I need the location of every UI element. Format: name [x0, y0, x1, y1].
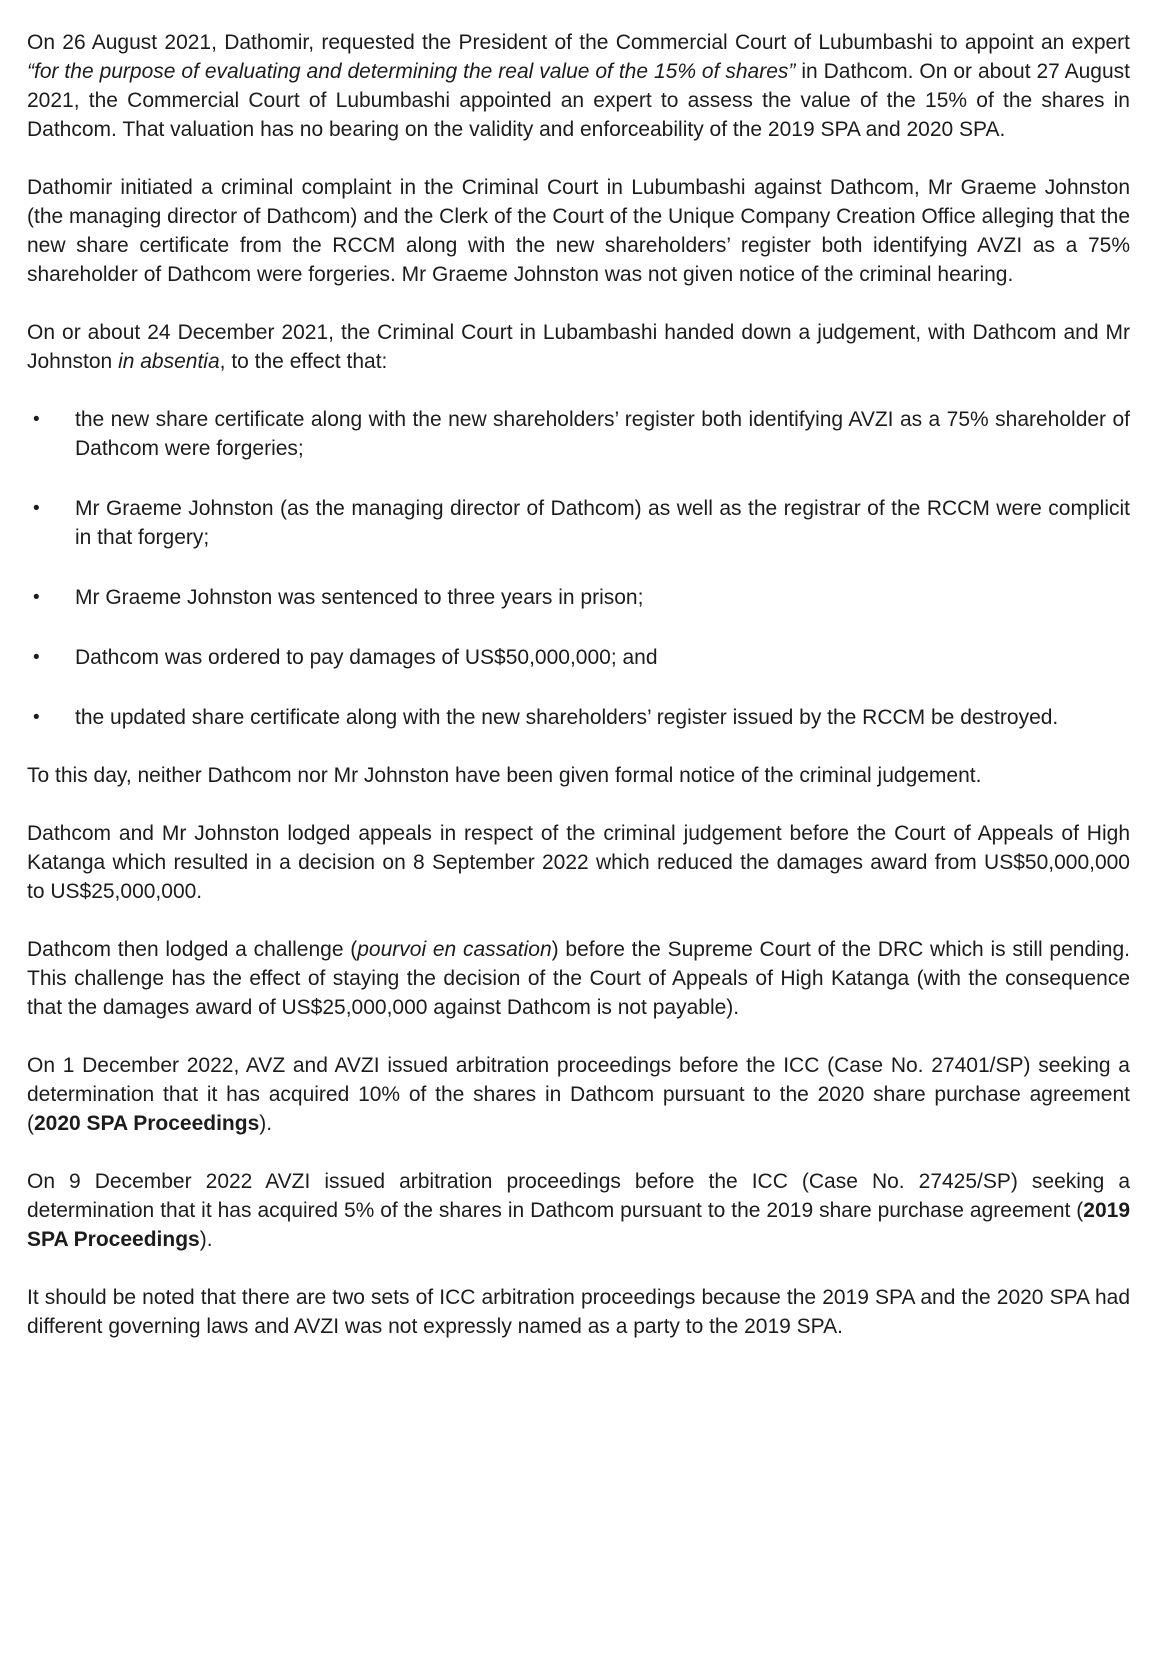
text-run: , to the effect that: [219, 350, 388, 373]
text-run: the updated share certificate along with the new shareholders’ register issued by the RCCM be destroyed. [75, 706, 1059, 729]
paragraph [27, 761, 1130, 790]
text-run: “for the purpose of evaluating and determining the real value of the 15% of shares” [27, 60, 796, 83]
text-run: 2019 SPA Proceedings [27, 1199, 1130, 1251]
text-run: On 9 December 2022 AVZI issued arbitration proceedings before the ICC (Case No. 27425/SP) seeking a determination that it has acquired 5% of the shares in Dathcom pursuant to the 2019 share purchase agreement ( [27, 1170, 1130, 1222]
text-run: Mr Graeme Johnston was sentenced to three years in prison; [75, 586, 644, 609]
paragraph [27, 1051, 1130, 1138]
bullet-item [27, 405, 1130, 463]
paragraph [27, 1283, 1130, 1341]
bullet-item [27, 583, 1130, 612]
text-run: Mr Graeme Johnston (as the managing director of Dathcom) as well as the registrar of the RCCM were complicit in that forgery; [75, 497, 1130, 549]
paragraph [27, 1167, 1130, 1254]
text-run: ). [259, 1112, 273, 1135]
text-run: ). [199, 1228, 213, 1251]
bullet-icon: • [33, 498, 40, 519]
bullet-item [27, 643, 1130, 672]
text-run: Dathcom then lodged a challenge ( [27, 938, 358, 961]
paragraph [27, 28, 1130, 144]
text-run: the new share certificate along with the new shareholders’ register both identifying AVZI as a 75% shareholder of Dathcom were forgeries; [75, 408, 1130, 460]
bullet-text [75, 494, 1130, 552]
document-body [27, 28, 1130, 1341]
text-run: On or about 24 December 2021, the Criminal Court in Lubambashi handed down a judgement, with Dathcom and Mr Johnston [27, 321, 1130, 373]
bullet-text [75, 643, 1130, 672]
paragraph [27, 819, 1130, 906]
bullet-icon: • [33, 587, 40, 608]
text-run: Dathcom was ordered to pay damages of US$50,000,000; and [75, 646, 658, 669]
paragraph [27, 173, 1130, 289]
text-run: On 1 December 2022, AVZ and AVZI issued arbitration proceedings before the ICC (Case No. 27401/SP) seeking a determination that it has acquired 10% of the shares in Dathcom pursuant to the 2020 share purchase agreement ( [27, 1054, 1130, 1135]
text-run: It should be noted that there are two sets of ICC arbitration proceedings because the 2019 SPA and the 2020 SPA had different governing laws and AVZI was not expressly named as a party to the 2019 SPA. [27, 1286, 1130, 1338]
bullet-text [75, 405, 1130, 463]
bullet-icon: • [33, 647, 40, 668]
text-run: Dathcom and Mr Johnston lodged appeals in respect of the criminal judgement before the Court of Appeals of High Katanga which resulted in a decision on 8 September 2022 which reduced the damages award from US$50,000,000 to US$25,000,000. [27, 822, 1130, 903]
bullet-list [27, 405, 1130, 732]
text-run: On 26 August 2021, Dathomir, requested the President of the Commercial Court of Lubumbashi to appoint an expert [27, 31, 1130, 54]
bullet-text [75, 703, 1130, 732]
text-run: in Dathcom. On or about 27 August 2021, the Commercial Court of Lubumbashi appointed an expert to assess the value of the 15% of the shares in Dathcom. That valuation has no bearing on the validity and enforceability of the 2019 SPA and 2020 SPA. [27, 60, 1130, 141]
paragraph [27, 318, 1130, 376]
text-run: in absentia [118, 350, 220, 373]
bullet-icon: • [33, 409, 40, 430]
text-run: pourvoi en cassation [357, 938, 552, 961]
bullet-text [75, 583, 1130, 612]
bullet-item [27, 703, 1130, 732]
text-run: To this day, neither Dathcom nor Mr Johnston have been given formal notice of the criminal judgement. [27, 764, 982, 787]
bullet-icon: • [33, 707, 40, 728]
text-run: Dathomir initiated a criminal complaint in the Criminal Court in Lubumbashi against Dathcom, Mr Graeme Johnston (the managing director of Dathcom) and the Clerk of the Court of the Unique Company Creation Office alleging that the new share certificate from the RCCM along with the new shareholders’ register both identifying AVZI as a 75% shareholder of Dathcom were forgeries. Mr Graeme Johnston was not given notice of the criminal hearing. [27, 176, 1130, 286]
bullet-item [27, 494, 1130, 552]
text-run: ) before the Supreme Court of the DRC which is still pending. This challenge has the effect of staying the decision of the Court of Appeals of High Katanga (with the consequence that the damages award of US$25,000,000 against Dathcom is not payable). [27, 938, 1131, 1019]
text-run: 2020 SPA Proceedings [34, 1112, 260, 1135]
paragraph [27, 935, 1130, 1022]
